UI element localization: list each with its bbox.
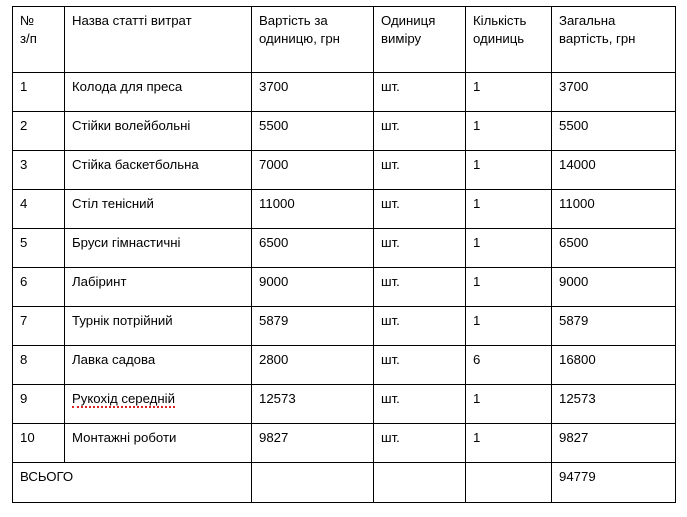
header-item-line1: Назва статті витрат xyxy=(72,13,192,28)
cell-unit: шт. xyxy=(374,73,466,112)
misspelled-word: Рукохід середній xyxy=(72,391,175,406)
cell-item: Монтажні роботи xyxy=(65,424,252,463)
cell-unit: шт. xyxy=(374,112,466,151)
header-cell-qty xyxy=(466,7,552,73)
cell-item: Бруси гімнастичні xyxy=(65,229,252,268)
cell-qty: 1 xyxy=(466,307,552,346)
header-cell-total xyxy=(552,7,676,73)
cell-unit-price: 9827 xyxy=(252,424,374,463)
cell-qty: 1 xyxy=(466,424,552,463)
cell-item: Лабіринт xyxy=(65,268,252,307)
header-qty-line1: Кількість xyxy=(473,13,527,28)
header-cell-unit xyxy=(374,7,466,73)
cell-qty: 6 xyxy=(466,346,552,385)
cell-qty: 1 xyxy=(466,73,552,112)
cell-no: 9 xyxy=(13,385,65,424)
table-row xyxy=(13,190,676,229)
cell-item: Лавка садова xyxy=(65,346,252,385)
table-row xyxy=(13,73,676,112)
header-unit-line2: виміру xyxy=(381,30,422,46)
cell-no: 5 xyxy=(13,229,65,268)
cell-item: Стіл тенісний xyxy=(65,190,252,229)
header-unit-price-line2: одиницю, грн xyxy=(259,30,340,46)
table-row xyxy=(13,268,676,307)
cell-total: 9000 xyxy=(552,268,676,307)
cell-qty: 1 xyxy=(466,229,552,268)
cell-total: 3700 xyxy=(552,73,676,112)
total-label: ВСЬОГО xyxy=(13,463,252,503)
total-empty-unit-price xyxy=(252,463,374,503)
cell-unit-price: 11000 xyxy=(252,190,374,229)
header-no-line2: з/п xyxy=(20,30,37,46)
cell-unit-price: 2800 xyxy=(252,346,374,385)
cell-unit: шт. xyxy=(374,268,466,307)
header-row xyxy=(13,7,676,73)
grand-total-value: 94779 xyxy=(552,463,676,503)
cell-item: Турнік потрійний xyxy=(65,307,252,346)
cell-unit-price: 9000 xyxy=(252,268,374,307)
cell-no: 10 xyxy=(13,424,65,463)
table-row xyxy=(13,229,676,268)
table-row xyxy=(13,346,676,385)
header-cell-item xyxy=(65,7,252,73)
cell-unit: шт. xyxy=(374,307,466,346)
cell-unit: шт. xyxy=(374,424,466,463)
cell-unit-price: 6500 xyxy=(252,229,374,268)
header-total-line2: вартість, грн xyxy=(559,30,636,46)
header-cell-no xyxy=(13,7,65,73)
cell-no: 3 xyxy=(13,151,65,190)
total-empty-qty xyxy=(466,463,552,503)
cell-total: 6500 xyxy=(552,229,676,268)
table-row xyxy=(13,385,676,424)
cell-unit-price: 12573 xyxy=(252,385,374,424)
table-row xyxy=(13,112,676,151)
cell-total: 9827 xyxy=(552,424,676,463)
cell-total: 14000 xyxy=(552,151,676,190)
cell-no: 2 xyxy=(13,112,65,151)
cell-no: 8 xyxy=(13,346,65,385)
cell-total: 16800 xyxy=(552,346,676,385)
table-total-row xyxy=(13,463,676,503)
header-total-line1: Загальна xyxy=(559,13,616,28)
table-row xyxy=(13,307,676,346)
cell-qty: 1 xyxy=(466,268,552,307)
total-empty-unit xyxy=(374,463,466,503)
cell-unit-price: 3700 xyxy=(252,73,374,112)
cell-qty: 1 xyxy=(466,151,552,190)
header-cell-unit-price xyxy=(252,7,374,73)
table-header xyxy=(13,7,676,73)
cell-qty: 1 xyxy=(466,112,552,151)
cell-unit-price: 7000 xyxy=(252,151,374,190)
cell-no: 1 xyxy=(13,73,65,112)
header-qty-line2: одиниць xyxy=(473,30,525,46)
cell-item: Колода для преса xyxy=(65,73,252,112)
cell-total: 5879 xyxy=(552,307,676,346)
cell-no: 4 xyxy=(13,190,65,229)
header-no-line1: № xyxy=(20,13,35,28)
cell-total: 5500 xyxy=(552,112,676,151)
header-unit-price-line1: Вартість за xyxy=(259,13,328,28)
cell-unit: шт. xyxy=(374,385,466,424)
cell-total: 12573 xyxy=(552,385,676,424)
cost-estimate-table xyxy=(12,6,676,503)
cell-unit: шт. xyxy=(374,346,466,385)
table-row xyxy=(13,424,676,463)
cell-unit-price: 5879 xyxy=(252,307,374,346)
cell-unit-price: 5500 xyxy=(252,112,374,151)
cell-unit: шт. xyxy=(374,190,466,229)
cell-qty: 1 xyxy=(466,385,552,424)
header-unit-line1: Одиниця xyxy=(381,13,436,28)
cell-total: 11000 xyxy=(552,190,676,229)
cell-item xyxy=(65,385,252,424)
cell-unit: шт. xyxy=(374,151,466,190)
cell-no: 7 xyxy=(13,307,65,346)
cell-qty: 1 xyxy=(466,190,552,229)
cell-unit: шт. xyxy=(374,229,466,268)
cell-item: Стійка баскетбольна xyxy=(65,151,252,190)
table-body xyxy=(13,73,676,503)
cell-item: Стійки волейбольні xyxy=(65,112,252,151)
table-row xyxy=(13,151,676,190)
cell-no: 6 xyxy=(13,268,65,307)
